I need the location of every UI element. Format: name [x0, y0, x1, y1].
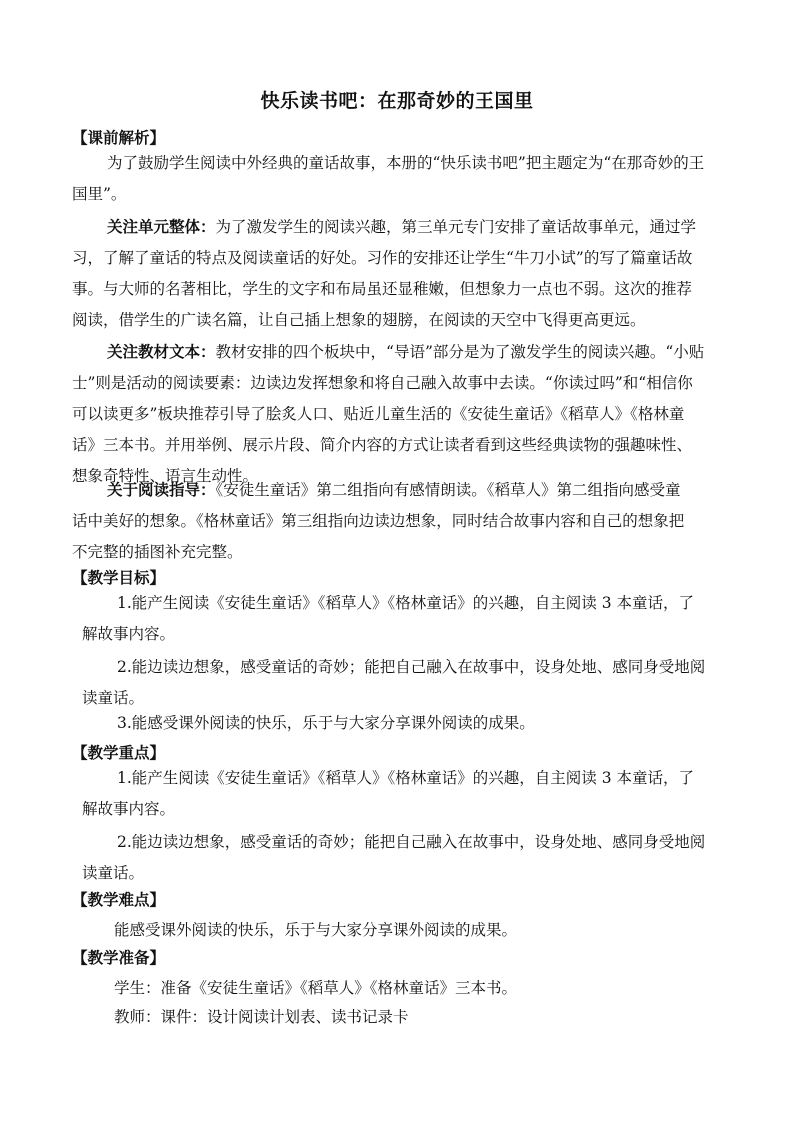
paragraph-label: 关注教材文本：	[107, 342, 216, 361]
text-line: 为了鼓励学生阅读中外经典的童话故事，本册的“快乐读书吧”把主题定为“在那奇妙的王	[107, 154, 705, 172]
text-line: 事。与大师的名著相比，学生的文字和布局虽还显稚嫩，但想象力一点也不弱。这次的推荐	[72, 280, 693, 298]
section-heading-goals: 【教学目标】	[72, 568, 166, 587]
text-line: 话》三本书。并用举例、展示片段、简介内容的方式让读者看到这些经典读物的强趣味性、	[72, 436, 693, 454]
section-heading-pre-analysis: 【课前解析】	[72, 128, 166, 147]
text-line: 不完整的插图补充完整。	[72, 543, 243, 561]
text-line: 士”则是活动的阅读要素：边读边发挥想象和将自己融入故事中去读。“你读过吗”和“相信你	[72, 374, 693, 392]
page-title: 快乐读书吧：在那奇妙的王国里	[260, 90, 534, 112]
paragraph-intro	[72, 148, 704, 210]
text-line: 教材安排的四个板块中，“导语”部分是为了激发学生的阅读兴趣。“小贴	[215, 343, 705, 361]
text-line: 解故事内容。	[82, 625, 176, 643]
paragraph-label: 关注单元整体：	[107, 217, 216, 236]
text-line: 1.能产生阅读《安徒生童话》《稻草人》《格林童话》的兴趣，自主阅读 3 本童话，了	[117, 769, 695, 787]
text-line: 想象奇特性、语言生动性。	[72, 467, 259, 485]
difficulty-text: 能感受课外阅读的快乐，乐于与大家分享课外阅读的成果。	[114, 921, 518, 939]
paragraph-textbook	[72, 336, 704, 492]
text-line: 话中美好的想象。《格林童话》第三组指向边读边想象，同时结合故事内容和自己的想象把	[72, 512, 685, 530]
paragraph-reading-guide	[72, 474, 684, 568]
text-line: 解故事内容。	[82, 800, 176, 818]
text-line: 可以读更多”板块推荐引导了脍炙人口、贴近儿童生活的《安徒生童话》《稻草人》《格林童	[72, 405, 685, 423]
key-point-item-1	[82, 763, 694, 825]
section-heading-preparation: 【教学准备】	[72, 948, 166, 967]
text-line: 读童话。	[82, 864, 145, 882]
section-heading-difficulty: 【教学难点】	[72, 890, 166, 909]
text-line: 为了激发学生的阅读兴趣，第三单元专门安排了童话故事单元，通过学	[215, 218, 697, 236]
goal-item-3: 3.能感受课外阅读的快乐，乐于与大家分享课外阅读的成果。	[117, 714, 535, 732]
goal-item-1	[82, 588, 694, 650]
text-line: 《安徒生童话》第二组指向有感情朗读。《稻草人》第二组指向感受童	[215, 481, 681, 499]
section-heading-key-points: 【教学重点】	[72, 743, 166, 762]
text-line: 习，了解了童话的特点及阅读童话的好处。习作的安排还让学生“牛刀小试”的写了篇童话故	[72, 249, 693, 267]
text-line: 2.能边读边想象，感受童话的奇妙；能把自己融入在故事中，设身处地、感同身受地阅	[117, 658, 706, 676]
preparation-student: 学生：准备《安徒生童话》《稻草人》《格林童话》三本书。	[114, 979, 518, 997]
preparation-teacher: 教师：课件：设计阅读计划表、读书记录卡	[114, 1008, 409, 1026]
text-line: 阅读，借学生的广读名篇，让自己插上想象的翅膀，在阅读的天空中飞得更高更远。	[72, 311, 646, 329]
text-line: 读童话。	[82, 689, 145, 707]
paragraph-unit-overview	[72, 211, 696, 336]
paragraph-label: 关于阅读指导：	[107, 480, 216, 499]
goal-item-2	[82, 652, 705, 714]
text-line: 2.能边读边想象，感受童话的奇妙；能把自己融入在故事中，设身处地、感同身受地阅	[117, 833, 706, 851]
key-point-item-2	[82, 827, 705, 889]
text-line: 国里”。	[72, 185, 127, 203]
text-line: 1.能产生阅读《安徒生童话》《稻草人》《格林童话》的兴趣，自主阅读 3 本童话，了	[117, 594, 695, 612]
